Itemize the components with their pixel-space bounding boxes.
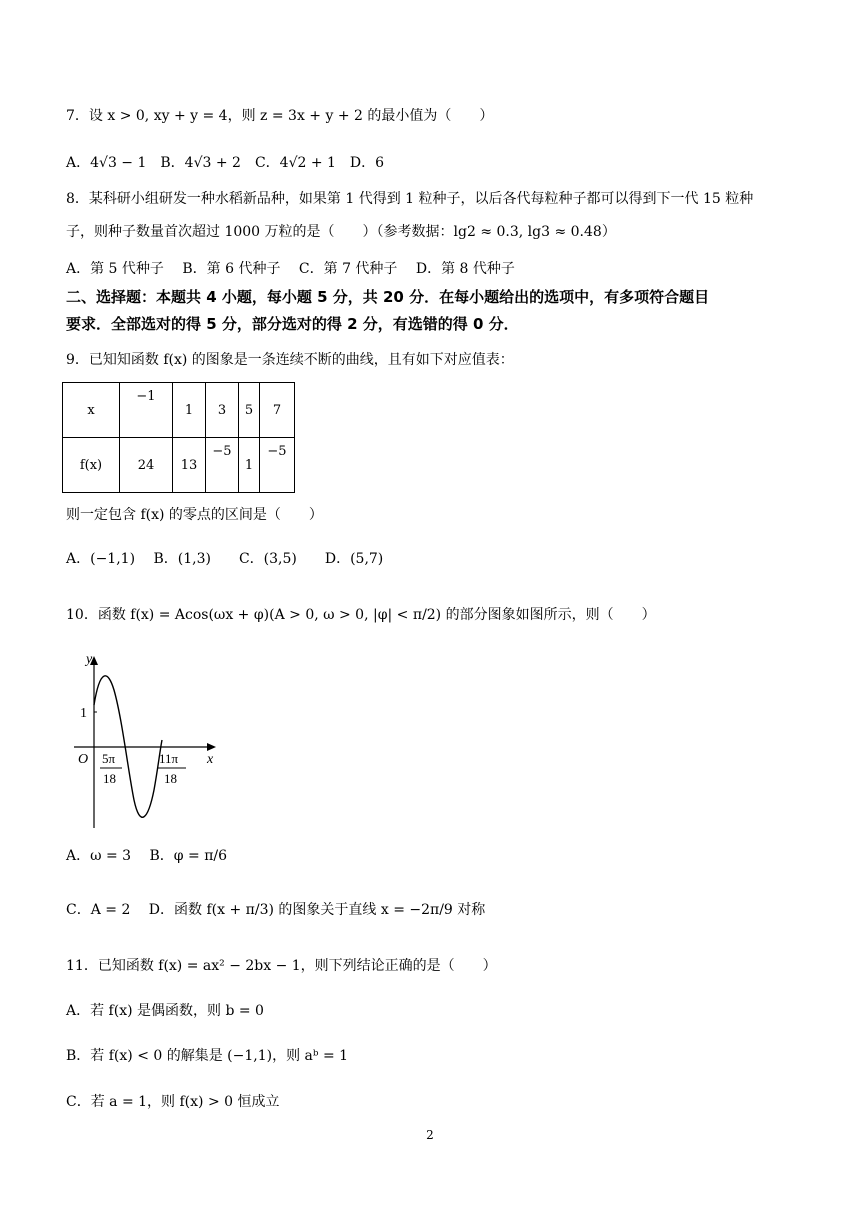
q10-options-row1: A．ω = 3 B．φ = π/6 <box>66 848 228 864</box>
table-cell: 1 <box>239 438 260 493</box>
table-cell: −1 <box>120 383 173 438</box>
x-axis-arrow <box>207 743 216 751</box>
table-row <box>63 383 295 438</box>
q8-options: A．第 5 代种子 B．第 6 代种子 C．第 7 代种子 D．第 8 代种子 <box>66 261 515 277</box>
table-cell-fx-label: f(x) <box>63 438 120 493</box>
table-row <box>63 438 295 493</box>
q10-cosine-graph <box>66 650 226 830</box>
table-cell: 1 <box>173 383 206 438</box>
table-cell: 24 <box>120 438 173 493</box>
q8-stem-line2: 子，则种子数量首次超过 1000 万粒的是（ ）（参考数据：lg2 ≈ 0.3, lg3 ≈ 0.48） <box>66 224 616 240</box>
x-tick1-numerator: 5π <box>102 751 116 766</box>
x-tick1-denominator: 18 <box>103 771 116 786</box>
table-cell: 5 <box>239 383 260 438</box>
q8-stem-line1: 8．某科研小组研发一种水稻新品种，如果第 1 代得到 1 粒种子，以后各代每粒种子都可以得到下一代 15 粒种 <box>66 191 754 207</box>
q9-value-table <box>62 382 295 493</box>
table-cell: 7 <box>260 383 295 438</box>
origin-label: O <box>78 752 89 767</box>
x-tick2-numerator: 11π <box>159 751 179 766</box>
q11-option-a: A．若 f(x) 是偶函数，则 b = 0 <box>66 1003 264 1019</box>
table-cell: −5 <box>260 438 295 493</box>
table-cell-x-label: x <box>63 383 120 438</box>
table-cell: −5 <box>206 438 239 493</box>
y-axis-label: y <box>86 652 93 667</box>
section2-heading-line1: 二、选择题：本题共 4 小题，每小题 5 分，共 20 分．在每小题给出的选项中，有多项符合题目 <box>66 288 710 306</box>
page-number: 2 <box>426 1128 434 1142</box>
q9-question: 则一定包含 f(x) 的零点的区间是（ ） <box>66 507 323 523</box>
table-cell: 13 <box>173 438 206 493</box>
q7-stem: 7．设 x > 0, xy + y = 4，则 z = 3x + y + 2 的最小值为（ ） <box>66 108 494 124</box>
x-tick2-denominator: 18 <box>164 771 177 786</box>
section2-heading-line2: 要求．全部选对的得 5 分，部分选对的得 2 分，有选错的得 0 分． <box>66 315 519 333</box>
q11-option-c: C．若 a = 1，则 f(x) > 0 恒成立 <box>66 1094 280 1110</box>
q10-options-row2: C．A = 2 D．函数 f(x + π/3) 的图象关于直线 x = −2π/9 对称 <box>66 902 486 918</box>
table-cell: 3 <box>206 383 239 438</box>
q9-options: A．(−1,1) B．(1,3) C．(3,5) D．(5,7) <box>66 551 384 567</box>
q7-options: A．4√3 − 1 B．4√3 + 2 C．4√2 + 1 D．6 <box>66 155 385 171</box>
q10-stem: 10．函数 f(x) = Acos(ωx + φ)(A > 0, ω > 0, |φ| < π/2) 的部分图象如图所示，则（ ） <box>66 607 656 623</box>
q11-option-b: B．若 f(x) < 0 的解集是 (−1,1)，则 aᵇ = 1 <box>66 1048 349 1064</box>
q11-stem: 11．已知函数 f(x) = ax² − 2bx − 1，则下列结论正确的是（ ） <box>66 958 497 974</box>
q9-stem: 9．已知知函数 f(x) 的图象是一条连续不断的曲线，且有如下对应值表： <box>66 352 514 368</box>
x-axis-label: x <box>207 752 214 767</box>
y-tick-label: 1 <box>80 706 87 721</box>
